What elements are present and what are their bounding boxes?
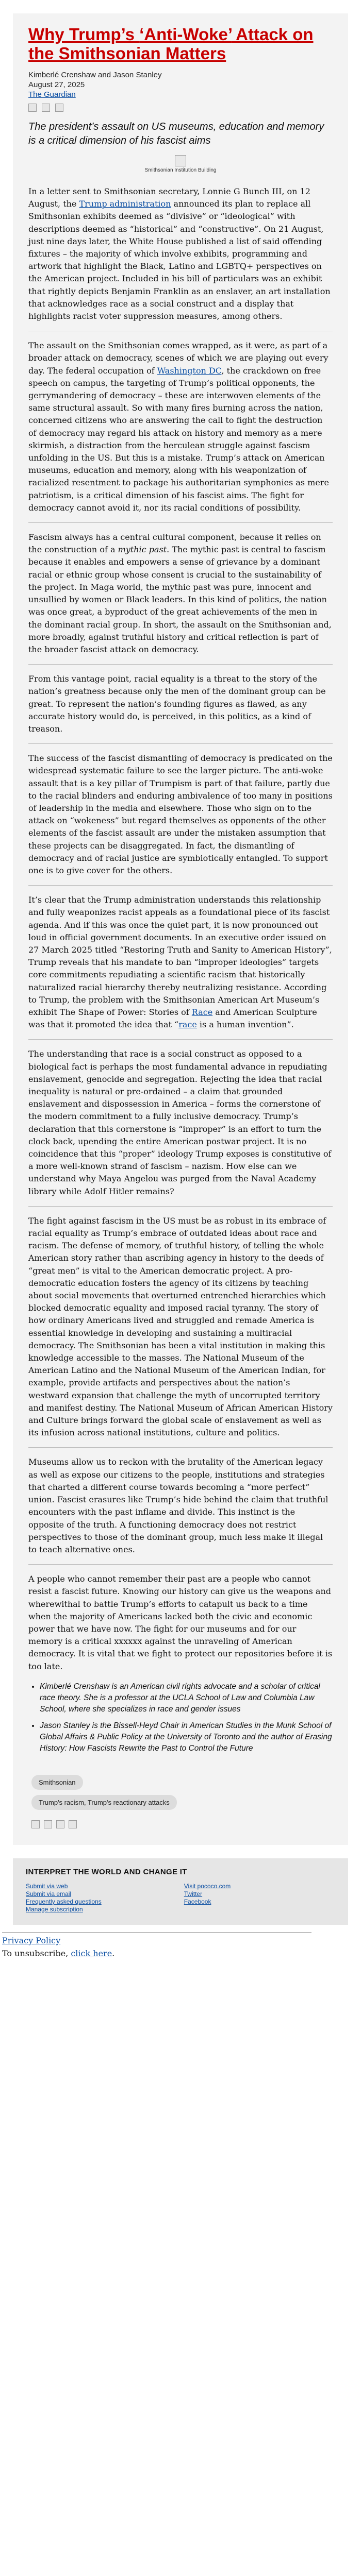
unsubscribe-line: To unsubscribe, click here. <box>2 1948 115 1958</box>
manage-subscription-link[interactable]: Manage subscription <box>26 1905 83 1913</box>
article-card <box>13 13 348 1845</box>
article-body <box>28 185 333 1673</box>
bio-crenshaw: • Kimberlé Crenshaw is an American civil rights advocate and a scholar of critical race theory. She is a professor at the UCLA School of Law and Columbia Law School, where she specializes in race and gender issues <box>40 1681 333 1715</box>
divider <box>28 1206 333 1207</box>
divider <box>28 1039 333 1040</box>
tag-list <box>28 1775 333 1815</box>
share-facebook-icon[interactable] <box>31 1820 40 1828</box>
figure-caption: Smithsonian Institution Building <box>144 167 217 173</box>
submit-email-link[interactable]: Submit via email <box>26 1890 72 1897</box>
share-link-icon[interactable] <box>69 1820 77 1828</box>
paragraph: The success of the fascist dismantling of democracy is predicated on the widespread systematic failure to see the larger picture. The anti-woke assault that is a key pillar of Trumpism is part of that failure, partly due to the racial blinders and enduring ambivalence of too many in positions of leadership in the media and elsewhere. Those who sign on to the attack on “wokeness” but regard themselves as opponents of the other elements of the fascist assault are under the mistaken assumption that these projects can be disaggregated. In fact, the dismantling of democracy and of racial justice are symbiotically entangled. To support one is to give cover for the others. <box>28 753 333 875</box>
trump-admin-link[interactable]: Trump administration <box>79 199 171 209</box>
divider <box>28 885 333 886</box>
bio-stanley: • Jason Stanley is the Bissell-Heyd Chair in American Studies in the Munk School of Global Affairs & Public Policy at the University of Toronto and the author of Erasing History: How Fascists Rewrite the Past to Control the Future <box>40 1720 333 1754</box>
privacy-policy-link[interactable]: Privacy Policy <box>2 1935 61 1945</box>
divider <box>28 1447 333 1448</box>
paragraph: From this vantage point, racial equality is a threat to the story of the nation’s greatness because only the men of the dominant group can be great. To represent the nation’s founding figures as flawed, as any accurate history would do, is perceived, in this politics, as a kind of treason. <box>28 674 326 734</box>
share-twitter-icon[interactable] <box>42 104 50 112</box>
bottom-share-icons <box>31 1820 333 1828</box>
paragraph: The understanding that race is a social construct as opposed to a biological fact is perhaps the most fundamental advance in repudiating enslavement, genocide and segregation. Rejecting the idea that racial inequality is natural or pre-ordained – a claim that grounded enslavement and dispossession in America – forms the cornerstone of the modern commitment to a fully inclusive democracy. Trump’s declaration that this cornerstone is “improper” is an effort to turn the clock back, upending the entire American postwar project. It is no coincidence that this “proper” ideology Trump exposes is constitutive of a more well-known strand of fascism – nazism. How else can we understand why Maya Angelou was purged from the Naval Academy library while Adolf Hitler remains? <box>28 1049 332 1196</box>
facebook-link[interactable]: Facebook <box>184 1897 211 1905</box>
paragraph: It’s clear that the Trump administration understands this relationship and fully weaponizes racist appeals as a foundational piece of its fascist agenda. And if this was once the quiet part, it is now pronounced out loud in official government documents. In an executive order issued on 27 March 2025 titled “Restoring Truth and Sanity to American History”, Trump reveals that his mandate to ban “improper ideologies” targets core commitments repudiating a scientific racism that historically naturalized racial hierarchy thereby neutralizing resistance. According to Trump, the problem with the Smithsonian American Art Museum’s exhibit The Shape of Power: Stories of Race and American Sculpture was that it promoted the idea that “race is a human invention”. <box>28 895 332 1030</box>
share-facebook-icon[interactable] <box>28 104 37 112</box>
divider <box>28 743 333 744</box>
paragraph: In a letter sent to Smithsonian secretary, Lonnie G Bunch III, on 12 August, the Trump administration announced its plan to replace all Smithsonian exhibits deemed as “divisive” or “ideological” with descriptions deemed as “historical” and “constructive”. On 21 August, just nine days later, the White House published a list of said offending fixtures – the majority of which involve exhibits, programming and artwork that highlight the Black, Latino and LGBTQ+ perspectives on the American project. Included in his bill of particulars was an exhibit that rightly depicts Benjamin Franklin as an enslaver, an art installation that acknowledges race as a social construct and a display that highlights racist voter suppression measures, among others. <box>28 187 331 321</box>
author-bios <box>40 1681 333 1754</box>
article-title[interactable]: Why Trump’s ‘Anti-Woke’ Attack on the Smithsonian Matters <box>28 25 314 63</box>
divider <box>28 522 333 523</box>
paragraph: A people who cannot remember their past are a people who cannot resist a fascist future. Knowing our history can give us the weapons and wherewithal to battle Trump’s efforts to catapult us back to a time when the majority of Americans lacked both the civic and economic power that we have now. The fight for our museums and for our memory is a critical xxxxxx against the unraveling of American democracy. It is vital that we fight to protect our repositories before it is too late. <box>28 1574 333 1671</box>
race-link[interactable]: Race <box>191 1007 213 1017</box>
share-email-icon[interactable] <box>55 104 63 112</box>
tag-smithsonian[interactable]: Smithsonian <box>31 1775 83 1790</box>
race-link-2[interactable]: race <box>178 1020 197 1030</box>
bottom-divider <box>2 1932 311 1933</box>
unsubscribe-link[interactable]: click here <box>71 1948 112 1958</box>
source-link[interactable]: The Guardian <box>28 90 76 99</box>
standfirst: The president’s assault on US museums, education and memory is a critical dimension of his fascist aims <box>28 121 324 146</box>
submit-web-link[interactable]: Submit via web <box>26 1882 68 1890</box>
washington-dc-link[interactable]: Washington DC <box>157 365 222 376</box>
footer-right-links <box>184 1883 231 1913</box>
faq-link[interactable]: Frequently asked questions <box>26 1897 102 1905</box>
figure <box>28 155 333 173</box>
footer-left-links <box>26 1883 102 1913</box>
paragraph: The fight against fascism in the US must be as robust in its embrace of racial equality as Trump’s embrace of outdated ideas about race and racism. The defense of memory, of truthful history, of telling the whole American story rather than ascribing agency in history to the deeds of “great men” is vital to the American democratic project. A pro-democratic education fosters the agency of its citizens by teaching about social movements that overturned entrenched hierarchies which blocked democratic equality and imposed racial tyranny. The story of how ordinary Americans lived and struggled and remade America is essential knowledge in developing and sustaining a multiracial democracy. The Smithsonian has been a vital institution in making this knowledge accessible to the masses. The National Museum of the American Latino and the National Museum of the American Indian, for example, provide artifacts and perspectives about the nation’s westward expansion that challenge the myth of uncorrupted territory and manifest destiny. The National Museum of African American History and Culture brings forward the global scale of enslavement as well as its infusion across national institutions, culture and politics. <box>28 1215 333 1438</box>
share-email-icon[interactable] <box>56 1820 64 1828</box>
tag-trump-racism[interactable]: Trump's racism, Trump's reactionary attacks <box>31 1795 177 1810</box>
footer-heading: INTERPRET THE WORLD AND CHANGE IT <box>26 1867 187 1876</box>
image-placeholder-icon <box>175 155 186 166</box>
divider <box>28 1564 333 1565</box>
share-icons <box>28 104 333 112</box>
divider <box>28 664 333 665</box>
authors: Kimberlé Crenshaw and Jason Stanley <box>28 71 162 79</box>
paragraph: The assault on the Smithsonian comes wrapped, as it were, as part of a broader attack on democracy, scenes of which we are playing out every day. The federal occupation of Washington DC, the crackdown on free speech on campus, the targeting of Trump’s political opponents, the gerrymandering of democracy – these are interwoven elements of the same structural assault. So with many fires burning across the nation, concerned citizens who are answering the call to fight the destruction of democracy may regard his attack on history and memory as a mere skirmish, a distraction from the herculean struggle against fascism unfolding in the US. But this is a mistake. Trump’s attack on American museums, education and memory, along with his weaponization of racialized resentment to package his authoritarian symphonies as mere patriotism, is a critical dimension of his fascist aims. The fight for democracy cannot avoid it, nor its racial conditions of possibility. <box>28 341 329 513</box>
bottom-area <box>0 1925 361 1958</box>
byline <box>28 70 333 99</box>
share-twitter-icon[interactable] <box>44 1820 52 1828</box>
footer <box>13 1858 348 1925</box>
twitter-link[interactable]: Twitter <box>184 1890 203 1897</box>
paragraph: Museums allow us to reckon with the brutality of the American legacy as well as expose our citizens to the people, institutions and strategies that charted a different course towards becoming a “more perfect” union. Fascist erasures like Trump’s hide behind the claim that truthful encounters with the past inflame and divide. This instinct is the opposite of the truth. A functioning democracy does not restrict perspectives to those of the dominant group, much less make it illegal to teach alternative ones. <box>28 1457 329 1554</box>
visit-site-link[interactable]: Visit pococo.com <box>184 1882 231 1890</box>
date: August 27, 2025 <box>28 80 85 89</box>
paragraph: Fascism always has a central cultural component, because it relies on the construction of a mythic past. The mythic past is central to fascism because it enables and empowers a sense of grievance by a dominant racial or ethnic group whose consent is crucial to the sustainability of the project. In Maga world, the mythic past was pure, innocent and unsullied by women or Black leaders. In this kind of politics, the nation was once great, a byproduct of the great achievements of the men in the dominant racial group. In short, the assault on the Smithsonian and, more broadly, against truthful history and critical reflection is part of the broader fascist attack on democracy. <box>28 532 332 654</box>
